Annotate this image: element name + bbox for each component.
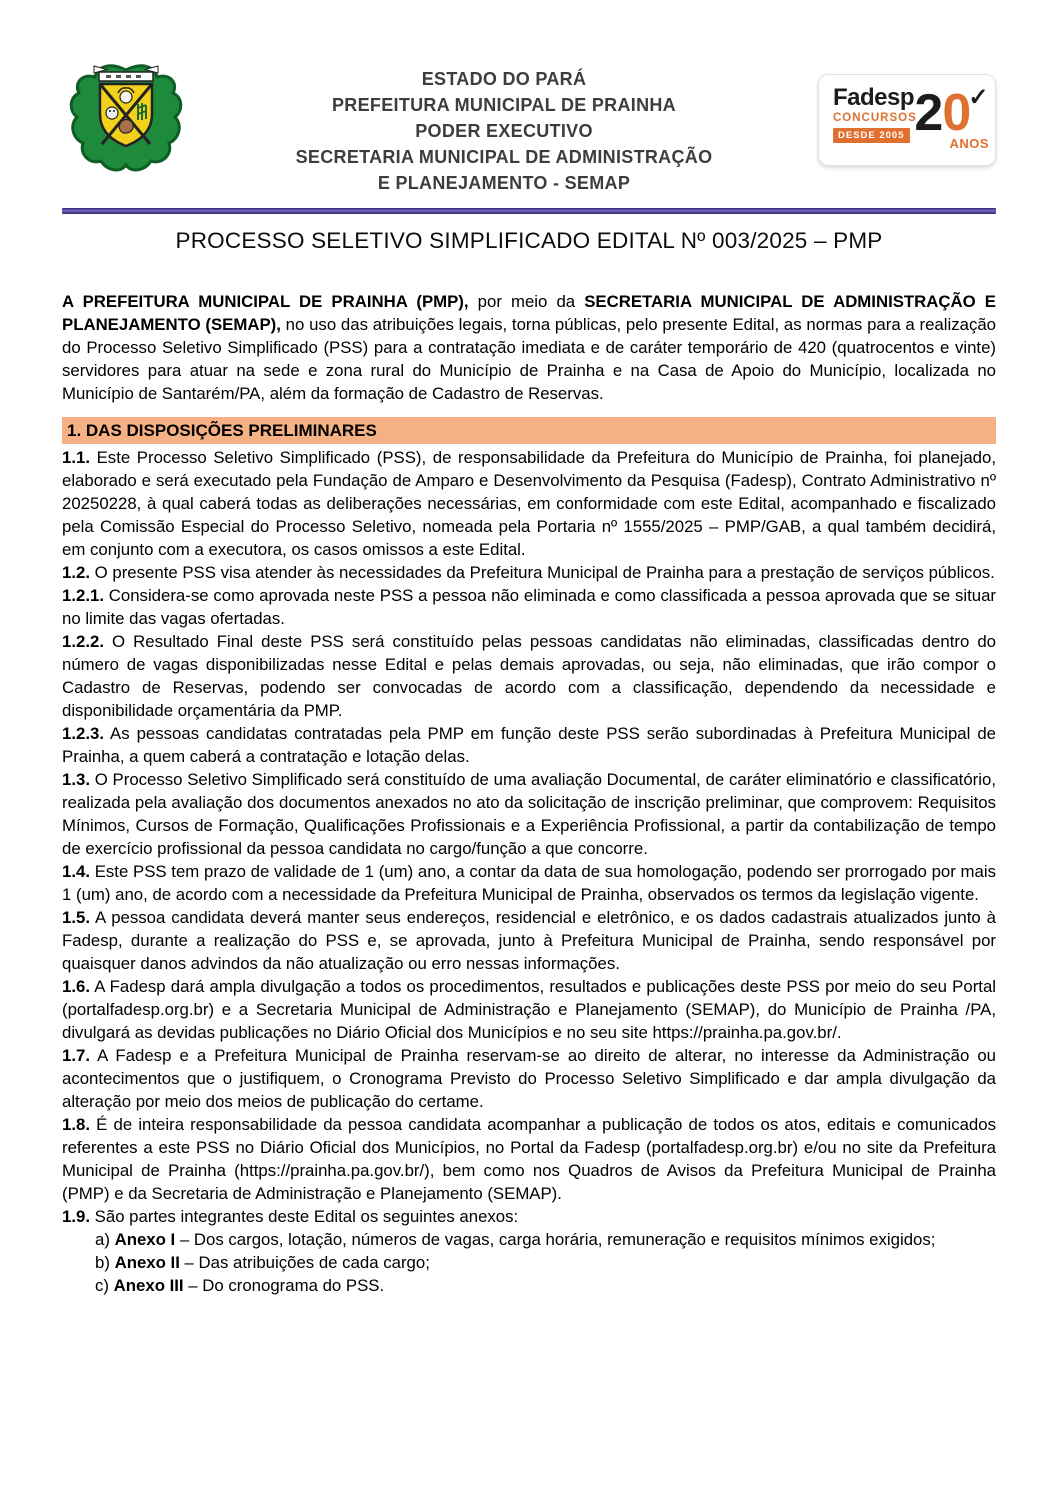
annex-text: – Do cronograma do PSS. xyxy=(183,1276,385,1295)
clause-text: Este Processo Seletivo Simplificado (PSS), de responsabilidade da Prefeitura do Município de Prainha, foi planejado, elaborado e será executado pela Fundação de Amparo e Desenvolvimento da Pesquisa (Fadesp), Contrato Administrativo nº 20250228, à qual caberá todas as deliberações necessárias, em conformidade com este Edital, acompanhado e fiscalizado pela Comissão Especial do Processo Seletivo, nomeada pela Portaria nº 1555/2025 – PMP/GAB, a qual também decidirá, em conjunto com a executora, os casos omissos a este Edital. xyxy=(62,448,996,559)
header-divider xyxy=(62,208,996,214)
org-line-state: ESTADO DO PARÁ xyxy=(421,69,587,89)
clause-number: 1.9. xyxy=(62,1207,90,1226)
clause-text: É de inteira responsabilidade da pessoa candidata acompanhar a publicação de todos os atos, editais e comunicados referentes a este PSS no Diário Oficial dos Municípios, no Portal da Fadesp (portalfadesp.org.br) e/ou no site da Prefeitura Municipal de Prainha (https://prainha.pa.gov.br/), bem como nos Quadros de Avisos da Prefeitura Municipal de Prainha (PMP) e da Secretaria de Administração e Planejamento (SEMAP). xyxy=(62,1115,996,1203)
annex-name: Anexo I xyxy=(114,1230,176,1249)
clause-1-6 xyxy=(62,975,996,1044)
clause-text: A Fadesp dará ampla divulgação a todos os procedimentos, resultados e publicações deste PSS por meio do seu Portal (portalfadesp.org.br) e a Secretaria Municipal de Administração e Planejamento (SEMAP), do Município de Prainha /PA, divulgará as devidas publicações no Diário Oficial dos Municípios e no seu site https://prainha.pa.gov.br/. xyxy=(62,977,996,1042)
clause-number: 1.6. xyxy=(62,977,90,996)
fadesp-anos-label: ANOS xyxy=(949,136,989,151)
fadesp-logo-text xyxy=(833,84,918,165)
coat-of-arms-icon xyxy=(62,58,190,178)
document-header xyxy=(62,58,996,196)
clause-1-2 xyxy=(62,561,996,584)
annex-item-b xyxy=(62,1251,996,1274)
fadesp-concursos-label: CONCURSOS xyxy=(833,112,917,124)
clause-1-2-3 xyxy=(62,722,996,768)
clause-number: 1.2.3. xyxy=(62,724,104,743)
annex-item-c xyxy=(62,1274,996,1297)
clause-text: A Fadesp e a Prefeitura Municipal de Prainha reservam-se ao direito de alterar, no interesse da Administração ou acontecimentos que o justifiquem, o Cronograma Previsto do Processo Seletivo Simplificado e dar ampla divulgação da alteração por meio dos meios de publicação do certame. xyxy=(62,1046,996,1111)
clause-1-1 xyxy=(62,446,996,561)
annex-letter: b) xyxy=(95,1253,115,1272)
fadesp-20-anos-mark xyxy=(914,84,989,165)
document-body xyxy=(62,290,996,1297)
clause-number: 1.2.2. xyxy=(62,632,104,651)
section-1-heading: 1. DAS DISPOSIÇÕES PRELIMINARES xyxy=(62,417,996,444)
fadesp-digit-2: 2 xyxy=(914,84,940,142)
clause-number: 1.5. xyxy=(62,908,90,927)
clause-1-4 xyxy=(62,860,996,906)
intro-bold-semap: SECRETARIA MUNICIPAL DE ADMINISTRAÇÃO E PLANEJAMENTO (SEMAP), xyxy=(62,292,996,334)
org-line-prefeitura: PREFEITURA MUNICIPAL DE PRAINHA xyxy=(332,95,676,115)
clause-1-5 xyxy=(62,906,996,975)
fadesp-brand-name: Fadesp xyxy=(833,84,915,111)
intro-paragraph xyxy=(62,290,996,405)
clause-text: As pessoas candidatas contratadas pela PMP em função deste PSS serão subordinadas à Prefeitura Municipal de Prainha, a quem caberá a contratação e lotação delas. xyxy=(62,724,996,766)
intro-text-1: por meio da xyxy=(468,292,585,311)
org-line-semap: E PLANEJAMENTO - SEMAP xyxy=(377,173,631,193)
annex-text: – Das atribuições de cada cargo; xyxy=(179,1253,430,1272)
clause-number: 1.2.1. xyxy=(62,586,104,605)
clause-text: O Processo Seletivo Simplificado será constituído de uma avaliação Documental, de caráter eliminatório e classificatório, realizada pela avaliação dos documentos anexados no ato da solicitação de inscrição preliminar, que comprovem: Requisitos Mínimos, Cursos de Formação, Qualificações Profissionais e a Experiência Profissional, a partir da contabilização de tempo de exercício profissional da pessoa candidata no cargo/função a que concorre. xyxy=(62,770,996,858)
clause-number: 1.1. xyxy=(62,448,90,467)
fadesp-desde-badge: DESDE 2005 xyxy=(833,128,910,143)
org-line-secretaria: SECRETARIA MUNICIPAL DE ADMINISTRAÇÃO xyxy=(295,147,713,167)
annex-letter: a) xyxy=(95,1230,115,1249)
clause-number: 1.8. xyxy=(62,1115,90,1134)
check-icon: ✓ xyxy=(968,84,989,111)
clause-number: 1.7. xyxy=(62,1046,90,1065)
clause-1-3 xyxy=(62,768,996,860)
clause-number: 1.4. xyxy=(62,862,90,881)
clause-text: São partes integrantes deste Edital os seguintes anexos: xyxy=(90,1207,519,1226)
annex-name: Anexo II xyxy=(114,1253,180,1272)
clause-text: O Resultado Final deste PSS será constituído pelas pessoas candidatas não eliminadas, classificadas dentro do número de vagas disponibilizadas nesse Edital e pelas demais aprovadas, ou seja, não eliminadas, que irão compor o Cadastro de Reservas, podendo ser convocadas de acordo com a classificação, dependendo da necessidade e disponibilidade orçamentária da PMP. xyxy=(62,632,996,720)
clause-text: O presente PSS visa atender às necessidades da Prefeitura Municipal de Prainha para a prestação de serviços públicos. xyxy=(90,563,995,582)
clause-number: 1.2. xyxy=(62,563,90,582)
org-header-text xyxy=(190,58,818,196)
clause-1-8 xyxy=(62,1113,996,1205)
annex-letter: c) xyxy=(95,1276,114,1295)
clause-1-2-1 xyxy=(62,584,996,630)
clause-1-2-2 xyxy=(62,630,996,722)
clause-1-7 xyxy=(62,1044,996,1113)
clause-number: 1.3. xyxy=(62,770,90,789)
fadesp-digit-0: 0 xyxy=(942,84,972,142)
annex-text: – Dos cargos, lotação, números de vagas, carga horária, remuneração e requisitos mínimos exigidos; xyxy=(175,1230,936,1249)
org-line-poder: PODER EXECUTIVO xyxy=(415,121,593,141)
annex-name: Anexo III xyxy=(113,1276,184,1295)
clause-text: Considera-se como aprovada neste PSS a pessoa não eliminada e como classificada a pessoa aprovada que se situar no limite das vagas ofertadas. xyxy=(62,586,996,628)
intro-text-2: no uso das atribuições legais, torna públicas, pelo presente Edital, as normas para a realização do Processo Seletivo Simplificado (PSS) para a contratação imediata e de caráter temporário de 420 (quatrocentos e vinte) servidores para atuar na sede e zona rural do Município de Prainha e na Casa de Apoio do Município, localizada no Município de Santarém/PA, além da formação de Cadastro de Reservas. xyxy=(62,315,997,403)
clause-text: A pessoa candidata deverá manter seus endereços, residencial e eletrônico, e os dados cadastrais atualizados junto à Fadesp, durante a realização do PSS e, se aprovada, junto à Prefeitura Municipal de Prainha, sendo responsável por quaisquer danos advindos da não atualização ou erro nessas informações. xyxy=(62,908,996,973)
clause-1-9 xyxy=(62,1205,996,1228)
intro-bold-pmp: A PREFEITURA MUNICIPAL DE PRAINHA (PMP), xyxy=(62,292,469,311)
page-title: PROCESSO SELETIVO SIMPLIFICADO EDITAL Nº 003/2025 – PMP xyxy=(175,228,883,253)
clause-text: Este PSS tem prazo de validade de 1 (um) ano, a contar da data de sua homologação, podendo ser prorrogado por mais 1 (um) ano, de acordo com a necessidade da Prefeitura Municipal de Prainha, observados os termos da legislação vigente. xyxy=(62,862,996,904)
annex-item-a xyxy=(62,1228,996,1251)
fadesp-logo xyxy=(818,74,996,166)
municipal-crest-logo xyxy=(62,58,190,178)
